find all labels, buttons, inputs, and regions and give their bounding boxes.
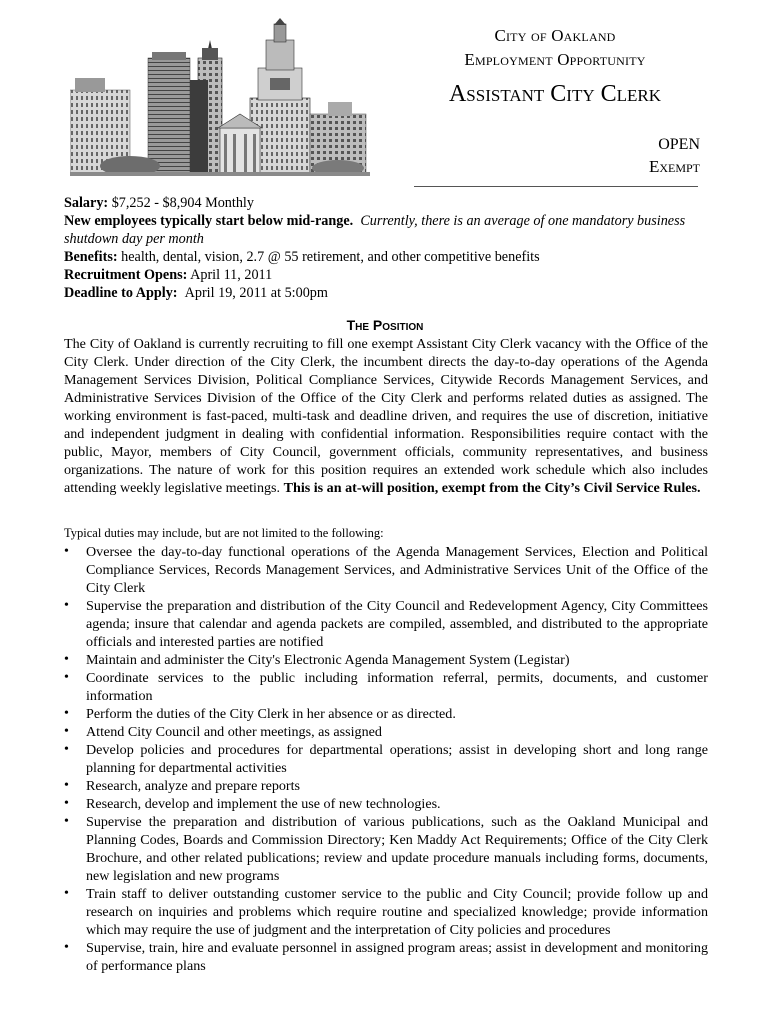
position-text: The City of Oakland is currently recruiting to fill one exempt Assistant City Clerk vacancy with the Office of the City Clerk. Under direction of the City Clerk, the incumbent directs the day-to-day operations of the Agenda Management Services Division, Political Compliance Services, Citywide Records Management Services, and Administrative Services Division of the Office of the City Clerk and performs related duties as assigned. The working environment is fast-paced, multi-task and deadline driven, and requires the use of discretion, initiative and independent judgment in dealing with confidential information. Responsibilities require contact with the public, Mayor, members of City Council, government officials, community representatives, and business organizations. The nature of work for this position requires an extended work schedule which also includes attending weekly legislative meetings. — [64, 336, 708, 496]
list-item: • Develop policies and procedures for departmental operations; assist in developing short and long range planning for departmental activities — [64, 741, 708, 777]
oakland-skyline-image — [70, 18, 370, 176]
job-title: Assistant City Clerk — [448, 81, 662, 107]
list-item: • Attend City Council and other meetings, as assigned — [64, 723, 708, 741]
position-heading: The Position — [346, 317, 424, 333]
salary-line — [64, 194, 714, 212]
list-item: • Research, develop and implement the use of new technologies. — [64, 795, 708, 813]
list-item: • Train staff to deliver outstanding customer service to the public and City Council; provide follow up and research on inquiries and problems which require routine and specialized knowledge; provide information which may require the use of judgment and the interpretation of City policies and procedures — [64, 885, 708, 939]
deadline-label: Deadline to Apply: — [64, 285, 178, 301]
deadline-value: April 19, 2011 at 5:00pm — [184, 285, 328, 301]
at-will-note: This is an at-will position, exempt from the City’s Civil Service Rules. — [283, 480, 701, 496]
status-block — [560, 134, 700, 178]
status-exempt: Exempt — [648, 157, 700, 176]
benefits-label: Benefits: — [64, 249, 118, 265]
job-info — [64, 194, 714, 302]
header-block — [410, 24, 700, 108]
city-name: City of Oakland — [494, 26, 616, 45]
list-item: • Oversee the day-to-day functional operations of the Agenda Management Services, Election and Political Compliance Services, Records Management Services, and Administrative Services Unit of the Office of the City Clerk — [64, 543, 708, 597]
benefits-value: health, dental, vision, 2.7 @ 55 retirement, and other competitive benefits — [117, 249, 540, 265]
recruitment-opens-label: Recruitment Opens: — [64, 267, 188, 283]
header-divider — [414, 186, 698, 187]
list-item: • Perform the duties of the City Clerk in her absence or as directed. — [64, 705, 708, 723]
list-item: • Coordinate services to the public including information referral, permits, documents, and customer information — [64, 669, 708, 705]
duties-list — [64, 543, 708, 975]
salary-value: $7,252 - $8,904 Monthly — [108, 195, 254, 211]
list-item: • Supervise the preparation and distribution of various publications, such as the Oakland Municipal and Planning Codes, Boards and Commission Directory; Ken Maddy Act Requirements; Office of the City Clerk Brochure, and other related publications; review and update procedure manuals including forms, documents, new legislation and new programs — [64, 813, 708, 885]
start-note-bold: New employees typically start below mid-range. — [64, 213, 354, 229]
list-item: • Maintain and administer the City's Electronic Agenda Management System (Legistar) — [64, 651, 708, 669]
start-note-italic: Currently, there is an average of one mandatory business shutdown day per month — [64, 213, 686, 247]
deadline-line — [64, 284, 714, 302]
position-description — [64, 335, 708, 497]
list-item: • Supervise, train, hire and evaluate personnel in assigned program areas; assist in development and monitoring of performance plans — [64, 939, 708, 975]
list-item: • Supervise the preparation and distribution of the City Council and Redevelopment Agency, City Committees agenda; insure that calendar and agenda packets are compiled, assembled, and distributed to the appropriate officials and interested parties are notified — [64, 597, 708, 651]
benefits-line — [64, 248, 714, 266]
employment-opportunity-title: Employment Opportunity — [464, 50, 646, 69]
duties-intro: Typical duties may include, but are not limited to the following: — [64, 526, 384, 540]
start-note — [64, 212, 714, 248]
list-item: • Research, analyze and prepare reports — [64, 777, 708, 795]
status-open: OPEN — [658, 136, 700, 153]
recruitment-opens-value: April 11, 2011 — [187, 267, 273, 283]
recruitment-opens-line — [64, 266, 714, 284]
salary-label: Salary: — [64, 195, 109, 211]
